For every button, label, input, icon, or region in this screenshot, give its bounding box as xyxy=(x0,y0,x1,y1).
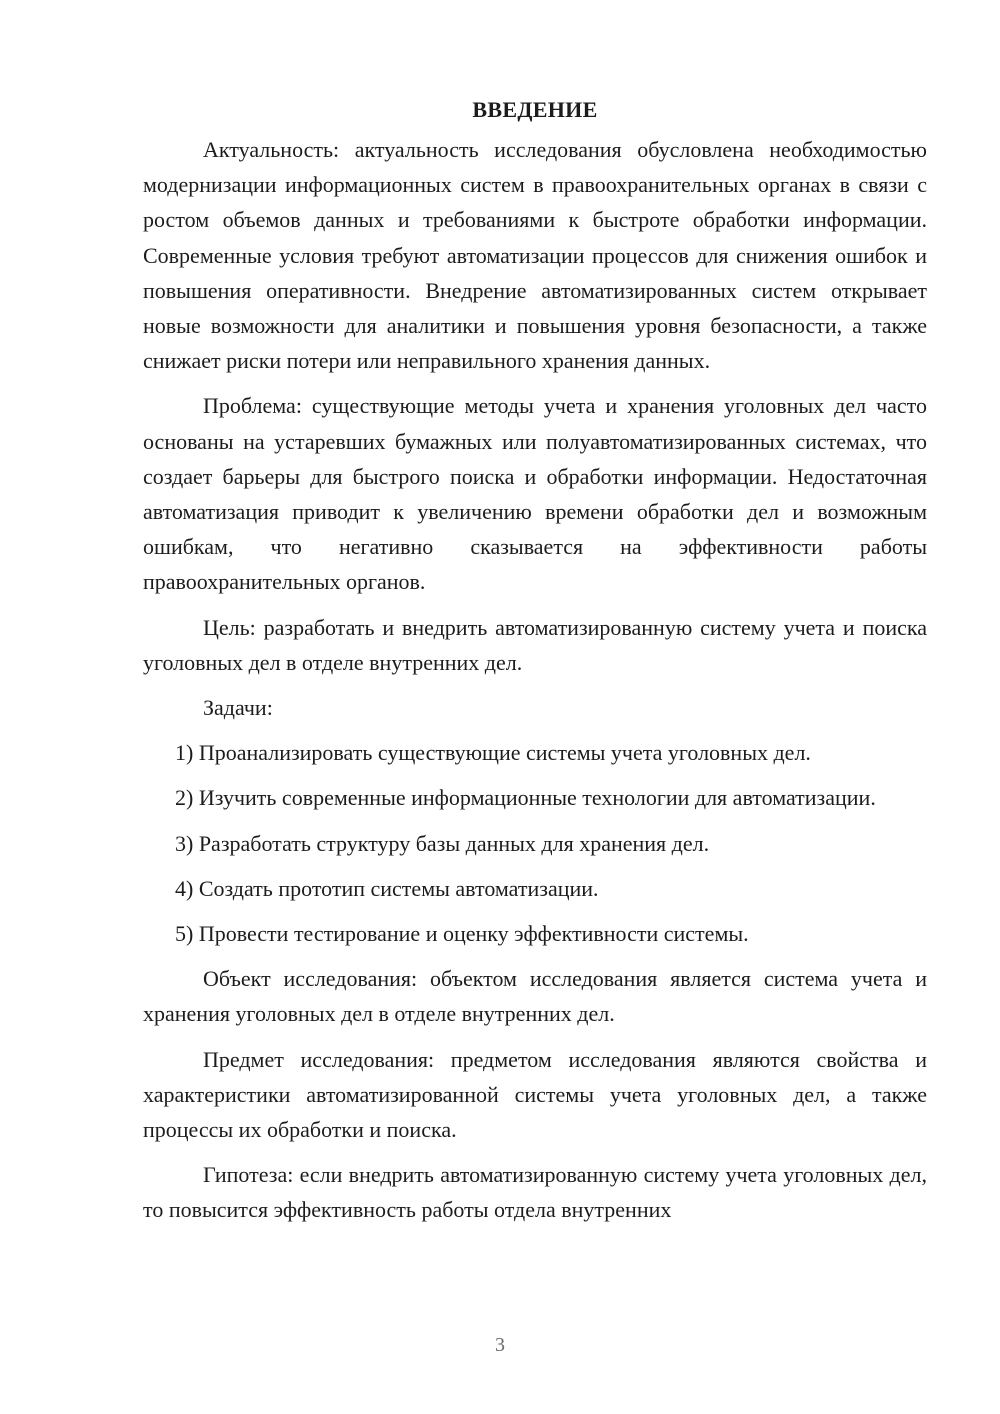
task-item: 1) Проанализировать существующие системы учета уголовных дел. xyxy=(175,740,811,766)
paragraph-relevance: Актуальность: актуальность исследования обусловлена необходимостью модернизации информационных систем в правоохранительных органах в связи с ростом объемов данных и требованиями к быстроте обработки информации. Современные условия требуют автоматизации процессов для снижения ошибок и повышения оперативности. Внедрение автоматизированных систем открывает новые возможности для аналитики и повышения уровня безопасности, а также снижает риски потери или неправильного хранения данных. xyxy=(143,137,927,374)
page-number: 3 xyxy=(495,1334,505,1356)
task-item: 4) Создать прототип системы автоматизации. xyxy=(175,875,599,901)
tasks-heading: Задачи: xyxy=(203,695,273,721)
paragraph-subject: Предмет исследования: предметом исследования являются свойства и характеристики автоматизированной системы учета уголовных дел, а также процессы их обработки и поиска. xyxy=(143,1046,927,1143)
section-title: ВВЕДЕНИЕ xyxy=(472,97,598,122)
paragraph-problem: Проблема: существующие методы учета и хранения уголовных дел часто основаны на устаревших бумажных или полуавтоматизированных системах, что создает барьеры для быстрого поиска и обработки информации. Недостаточная автоматизация приводит к увеличению времени обработки дел и возможным ошибкам, что негативно сказывается на эффективности работы правоохранительных органов. xyxy=(143,393,927,595)
paragraph-goal: Цель: разработать и внедрить автоматизированную систему учета и поиска уголовных дел в отделе внутренних дел. xyxy=(143,614,927,675)
paragraph-object: Объект исследования: объектом исследования является система учета и хранения уголовных дел в отделе внутренних дел. xyxy=(143,966,927,1027)
task-item: 5) Провести тестирование и оценку эффективности системы. xyxy=(175,921,749,947)
document-page xyxy=(143,90,927,1238)
task-item: 3) Разработать структуру базы данных для хранения дел. xyxy=(175,830,710,856)
task-item: 2) Изучить современные информационные технологии для автоматизации. xyxy=(175,785,876,811)
paragraph-hypothesis: Гипотеза: если внедрить автоматизированную систему учета уголовных дел, то повысится эффективность работы отдела внутренних xyxy=(143,1162,927,1223)
